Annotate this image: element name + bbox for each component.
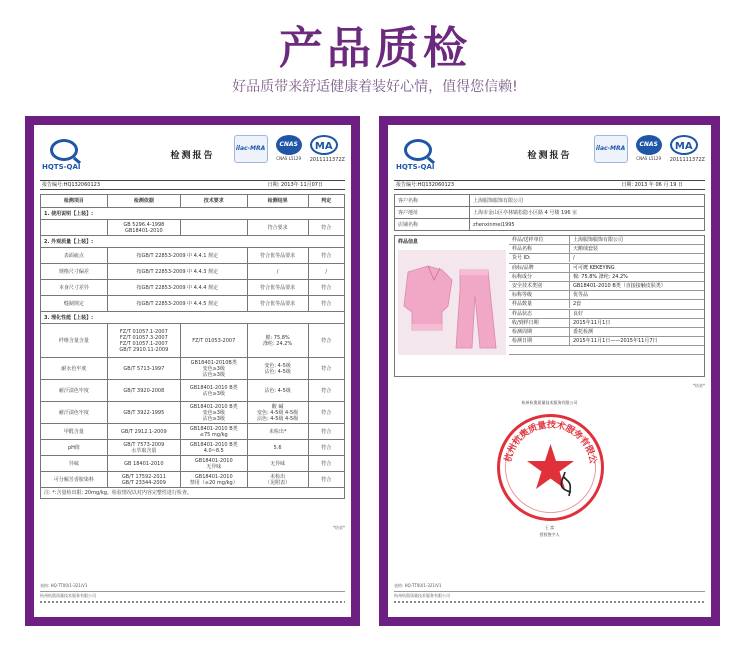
certification-logos: ilac-MRA CNAS CNAS L5129 MA 2011111372Z	[231, 135, 345, 165]
report-date: 日期: 2013 年 06 月 19 日	[621, 182, 683, 188]
report-meta	[394, 180, 705, 190]
table-row: 缝制规定 按GB/T 22853-2009 中 4.4.5 规定 符合优等品要求 符合	[41, 296, 345, 312]
table-header-row: 检测项目 检测依据 技术要求 检测结果 判定	[41, 195, 345, 208]
table-row: 表面疵点 按GB/T 22853-2009 中 4.4.1 规定 符合优等品要求 符合	[41, 248, 345, 264]
table-row: 甲醛含量 GB/T 2912.1-2009 GB18401-2010 B类 ≤75 mg/kg 未检出* 符合	[41, 424, 345, 440]
test-report-right	[379, 116, 720, 626]
table-row: 异味 GB 18401-2010 GB18401-2010 无异味 无异味 符合	[41, 456, 345, 472]
list-item: 标称成分 棉: 75.8% 涤纶: 24.2%	[509, 273, 704, 282]
table-row: 耐水色牢度 GB/T 5713-1997 GB18401-2010B类 变色≥3级 沾色≥3级 变色: 4-5级 沾色: 4-5级 符合	[41, 358, 345, 380]
table-row: 客户名称 上海服饰服饰有限公司	[395, 195, 705, 207]
list-item: 样品/送样单位 上海服饰服饰有限公司	[509, 236, 704, 245]
end-mark: *结束*	[333, 525, 345, 530]
table-row: 纤维含量含量 FZ/T 01057.1-2007 FZ/T 01057.3-2007 FZ/T 01057.1-2007 GB/T 2910.11-2009 FZ/T 01053-2007 棉: 75.8% 涤纶: 24.2% 符合	[41, 324, 345, 358]
stamp-area	[388, 400, 711, 575]
cnas-icon: CNAS	[636, 135, 662, 155]
list-item: 货号 ID: /	[509, 254, 704, 263]
footer-company: 杭州杭奥质量技术服务有限公司	[40, 593, 96, 598]
table-row: 耐汗渍色牢度 GB/T 3920-2008 GB18401-2010 B类 沾色≥3级 沾色: 4-5级 符合	[41, 380, 345, 402]
client-info-table	[394, 194, 705, 231]
table-note: 注: *:含量检出限: 20mg/kg。检验情况以对内容完整性进行检查。	[41, 488, 345, 499]
page-subtitle: 好品质带来舒适健康着装好心情，值得您信赖!	[232, 79, 518, 95]
report-number: 报告编号:HQ132060123	[42, 182, 101, 188]
ilac-mra-icon: ilac-MRA	[594, 135, 628, 163]
cnas-icon: CNAS	[276, 135, 302, 155]
report-date: 日期: 2013年 11月07日	[267, 182, 323, 188]
report-number: 报告编号:HQ132060123	[396, 182, 455, 188]
table-row: 可分解芳香胺染料 GB/T 17592-2011 GB/T 23344-2009 GB18401-2010 禁用（≤20 mg/kg） 未检出 （见附表） 符合	[41, 472, 345, 488]
section-heading: 1. 使用说明【上装】:	[41, 208, 345, 220]
footer-code: 表格: HQ-TT00/1-321/V1	[40, 583, 88, 588]
report-footer	[40, 583, 345, 603]
list-item: 检测周期 委托检测	[509, 328, 704, 337]
list-item: 收/到样日期 2015年11月1日	[509, 319, 704, 328]
list-item	[509, 346, 704, 355]
ilac-mra-icon: ilac-MRA	[234, 135, 268, 163]
list-item: 检测日期 2015年11月1日——2015年11月7日	[509, 337, 704, 346]
report-title: 检测报告	[170, 151, 215, 161]
footer-code: 表格: HQ-TT00/1-321/V1	[394, 583, 442, 588]
report-meta	[40, 180, 345, 190]
table-row: 本身尺寸差异 按GB/T 22853-2009 中 4.4.4 规定 符合优等品要求 符合	[41, 280, 345, 296]
signatory: 王 富 授权签字人	[539, 525, 560, 537]
test-report-left	[25, 116, 360, 626]
page-title: 产品质检	[279, 23, 471, 74]
sample-rows	[509, 236, 704, 376]
hqts-logo: HQTS-QAI	[42, 139, 82, 167]
ma-icon: MA	[670, 135, 698, 155]
table-row: 耐汗渍色牢度 GB/T 3922-1995 GB18401-2010 B类 变色≥3级 沾色≥3级 酸 碱 变色: 4-5级 4-5级 沾色: 4-5级 4-5级 符合	[41, 402, 345, 424]
list-item: 商标/品牌 可可鹰 KEKEYING	[509, 264, 704, 273]
footer-company: 杭州杭奥质量技术服务有限公司	[394, 593, 450, 598]
report-header	[388, 125, 711, 180]
table-row: GB 5296.4-1998 GB18401-2010 符合要求 符合	[41, 220, 345, 236]
table-row: 规格尺寸偏差 按GB/T 22853-2009 中 4.4.3 规定 / /	[41, 264, 345, 280]
report-footer	[394, 583, 705, 603]
section-heading: 3. 理化性能【上装】:	[41, 312, 345, 324]
seal-text: 杭州杭奥质量技术服务有限公	[503, 420, 598, 465]
certification-logos: ilac-MRA CNAS CNAS L5129 MA 2011111372Z	[591, 135, 705, 165]
list-item: 样品名称 天鹅绒套装	[509, 245, 704, 254]
hqts-logo: HQTS-QAI	[396, 139, 436, 167]
list-item: 样品数量 2套	[509, 300, 704, 309]
stamp-heading: 杭州杭奥质量技术服务有限公司	[521, 400, 578, 405]
sample-photo	[398, 250, 506, 355]
report-header	[34, 125, 351, 180]
table-row: 店铺名称 zhenxinmei1995	[395, 219, 705, 231]
ma-icon: MA	[310, 135, 338, 155]
table-row: 客户地址 上海市金山区亭林镇松隐小区路 4 号楼 196 室	[395, 207, 705, 219]
end-mark: *结束*	[693, 383, 705, 388]
section-heading: 2. 外观质量【上装】:	[41, 236, 345, 248]
list-item: 标称等级 优等品	[509, 291, 704, 300]
table-row: pH值 GB/T 7573-2009 水萃取含量 GB18401-2010 B类 4.0~8.5 5.6 符合	[41, 440, 345, 456]
sample-info	[394, 235, 705, 377]
official-seal-icon	[493, 410, 608, 525]
results-table	[40, 194, 345, 499]
sample-title: 样品信息	[398, 239, 419, 245]
list-item: 样品状态 良好	[509, 310, 704, 319]
list-item: 安全技术类别 GB18401-2010 B类（直接接触皮肤类）	[509, 282, 704, 291]
report-title: 检测报告	[527, 151, 572, 161]
